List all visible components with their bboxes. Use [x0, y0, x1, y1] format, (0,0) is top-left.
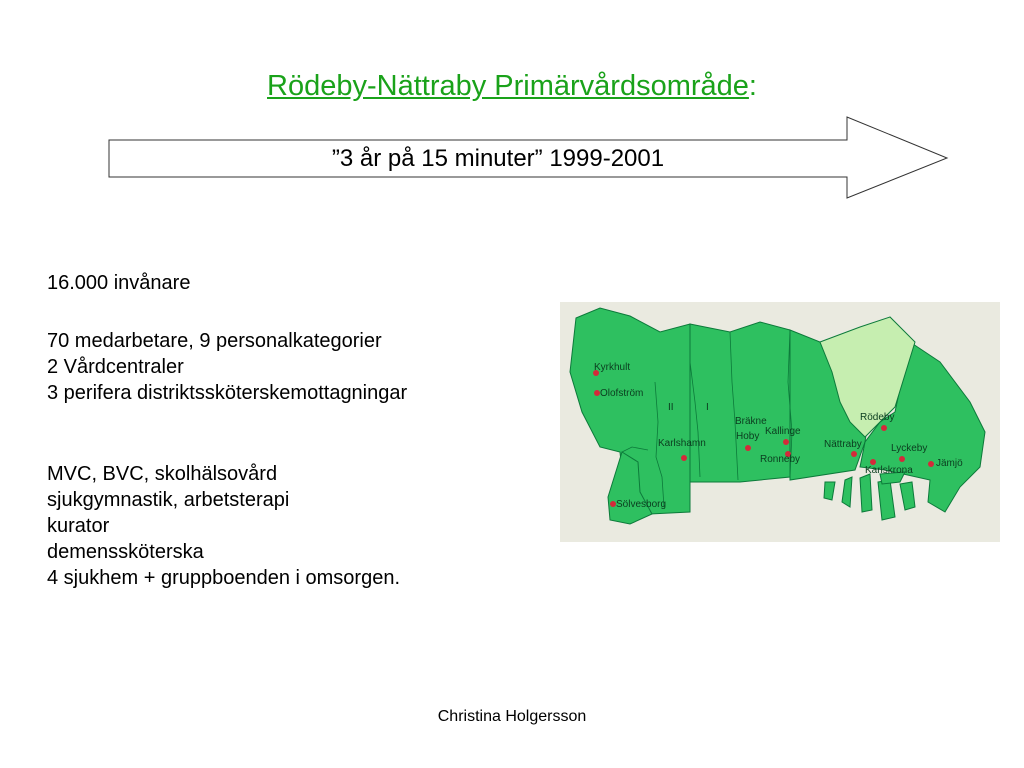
- map-label-brakne: Bräkne: [735, 416, 767, 427]
- map-label-kallinge: Kallinge: [765, 426, 801, 437]
- slide-title: [0, 70, 1024, 103]
- map-dot-kallinge: [783, 439, 789, 445]
- staff-line: 70 medarbetare, 9 personalkategorier: [47, 330, 382, 352]
- slide-title-colon: :: [748, 70, 757, 102]
- blekinge-map: [560, 302, 1000, 542]
- map-dot-nattraby: [851, 451, 857, 457]
- services-line: kurator: [47, 515, 110, 537]
- footer-author: Christina Holgersson: [437, 708, 587, 725]
- map-label-olofstrom: Olofström: [600, 388, 644, 399]
- map-island: [860, 474, 872, 512]
- services-line: demenssköterska: [47, 541, 204, 563]
- staff-line: 2 Vårdcentraler: [47, 356, 184, 378]
- map-label-roman-2: II: [668, 402, 674, 413]
- map-label-hoby: Hoby: [736, 431, 760, 442]
- map-dot-lyckeby: [899, 456, 905, 462]
- map-dot-jamjo: [928, 461, 934, 467]
- slide-title-text: Rödeby-Nättraby Primärvårdsområde: [267, 70, 749, 102]
- map-label-jamjo: Jämjö: [936, 458, 963, 469]
- map-label-karlskrona: Karlskrona: [865, 465, 913, 476]
- map-label-solvesborg: Sölvesborg: [616, 499, 667, 510]
- map-label-rodeby: Rödeby: [860, 412, 895, 423]
- services-line: sjukgymnastik, arbetsterapi: [47, 489, 290, 511]
- map-dot-karlshamn: [681, 455, 687, 461]
- population-text: 16.000 invånare: [47, 272, 191, 294]
- map-label-kyrkhult: Kyrkhult: [594, 362, 631, 373]
- map-label-lyckeby: Lyckeby: [891, 443, 928, 454]
- map-dot-brakne-hoby: [745, 445, 751, 451]
- map-label-nattraby: Nättraby: [824, 439, 862, 450]
- staff-line: 3 perifera distriktssköterskemottagningar: [47, 382, 408, 404]
- map-dot-rodeby: [881, 425, 887, 431]
- services-list: [47, 461, 400, 591]
- map-label-ronneby: Ronneby: [760, 454, 801, 465]
- services-line: MVC, BVC, skolhälsovård: [47, 463, 278, 485]
- timeline-arrow-text: ”3 år på 15 minuter” 1999-2001: [331, 145, 665, 172]
- services-line: 4 sjukhem + gruppboenden i omsorgen.: [47, 567, 401, 589]
- staff-list: [47, 328, 407, 406]
- map-label-karlshamn: Karlshamn: [658, 438, 706, 449]
- map-label-roman-1: I: [706, 402, 709, 413]
